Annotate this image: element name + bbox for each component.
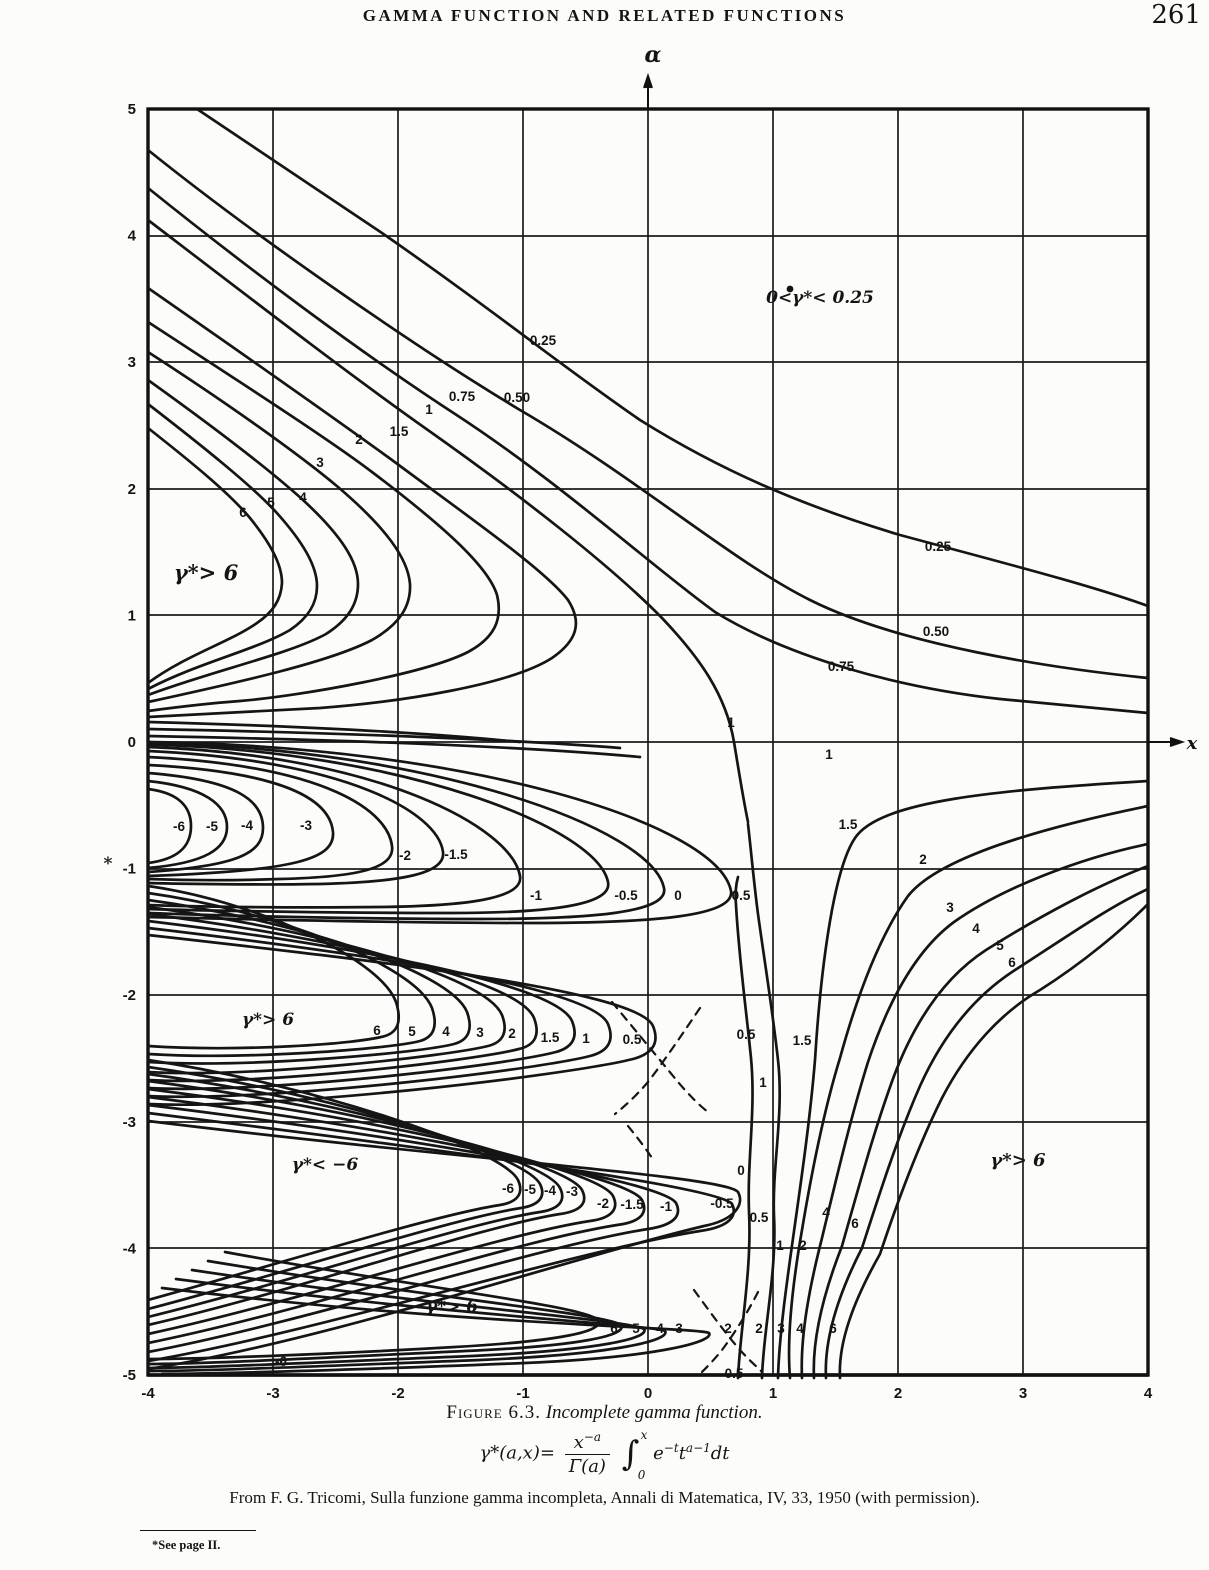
contour-label: -3	[299, 818, 313, 833]
alpha-tick-label: -5	[122, 1367, 136, 1384]
alpha-tick-label: -2	[122, 987, 136, 1005]
contour-label: 3	[946, 900, 954, 915]
contour-label: 6	[851, 1216, 859, 1231]
x-tick-label: -4	[141, 1385, 155, 1400]
contour-label: 0.25	[529, 333, 557, 348]
axis-titles	[645, 42, 1198, 754]
contour-label: 3	[476, 1025, 484, 1040]
contour-label: -0.5	[614, 888, 638, 903]
footnote-rule	[140, 1530, 256, 1531]
alpha-tick-label: -4	[122, 1240, 136, 1258]
source-attribution: From F. G. Tricomi, Sulla funzione gamma incompleta, Annali di Matematica, IV, 33, 1950 (with permission).	[229, 1488, 980, 1507]
contour-label: 0.50	[922, 624, 950, 639]
contour-label: 1	[776, 1238, 784, 1253]
figure-title: Incomplete gamma function.	[545, 1402, 763, 1423]
region-label: γ*> 6	[990, 1150, 1046, 1171]
contour-label: -6	[501, 1181, 515, 1196]
contour-label: 1.5	[540, 1030, 560, 1045]
contour-label: 0.5	[736, 1027, 756, 1042]
contour-label: 6	[610, 1321, 618, 1336]
alpha-tick-label: 1	[127, 607, 136, 625]
x-tick-label: -3	[266, 1385, 280, 1400]
contour-label: 0.50	[503, 390, 531, 405]
region-label: γ*< −6	[291, 1155, 359, 1175]
x-tick-label: -2	[391, 1385, 405, 1400]
x-axis-arrow	[1148, 738, 1182, 746]
contour-label: 0.5	[622, 1032, 642, 1047]
x-tick-label: -1	[516, 1385, 530, 1400]
contour-label: 2	[355, 432, 363, 447]
contour-label: 6	[239, 505, 247, 520]
contour-label: 3	[675, 1321, 683, 1336]
x-tick-label: 0	[643, 1385, 653, 1400]
formula-fraction: $\frac{x^{-a}}{\Gamma(a)}$	[565, 1430, 610, 1477]
figure-caption-block	[0, 1402, 1209, 1482]
axis-title: x	[1186, 733, 1198, 754]
contour-label: 6	[1008, 955, 1016, 970]
contour-label: 1	[759, 1075, 767, 1090]
running-header: GAMMA FUNCTION AND RELATED FUNCTIONS	[362, 6, 847, 25]
contour-label: -1.5	[444, 847, 468, 862]
contour-label: -1	[659, 1199, 673, 1214]
contour-label: 5	[996, 938, 1004, 953]
x-tick-label: 2	[893, 1385, 903, 1400]
contour-label: 5	[408, 1024, 416, 1039]
plot-gridlines	[148, 109, 1148, 1375]
contour-label: -1.5	[620, 1197, 644, 1212]
contour-label: 2	[919, 852, 927, 867]
region-label: γ*> 6	[425, 1297, 479, 1317]
alpha-tick-label: 2	[127, 480, 136, 498]
contour-label: 2	[724, 1321, 732, 1336]
contour-label: 6	[829, 1321, 837, 1336]
contour-label: 3	[316, 455, 324, 470]
alpha-tick-label: 5	[127, 101, 136, 118]
alpha-tick-label: 3	[127, 354, 136, 372]
contour-label: -6	[274, 1354, 288, 1369]
contour-label: -3	[565, 1184, 579, 1199]
contour-label: 0.75	[827, 659, 855, 674]
contour-label: -0.5	[710, 1196, 734, 1211]
contour-label: 4	[442, 1024, 450, 1039]
region-label: 0<γ*< 0.25	[766, 288, 874, 308]
contour-label: -5	[523, 1182, 537, 1197]
contour-label: 4	[299, 490, 307, 505]
contour-label: 5	[632, 1321, 640, 1336]
figure-caption	[0, 1402, 1209, 1424]
contour-label: 1.5	[792, 1033, 812, 1048]
contour-label: 2	[508, 1026, 516, 1041]
contour-label: 0.5	[731, 888, 751, 903]
gamma-star-formula	[0, 1427, 1209, 1482]
axis-title: α	[644, 42, 662, 68]
contour-label: 5	[267, 495, 275, 510]
footnote: *See page II.	[152, 1538, 221, 1552]
contour-label: 1	[582, 1031, 590, 1046]
alpha-tick-label: 0	[127, 734, 136, 751]
contour-label: 1.5	[389, 424, 409, 439]
contour-label: 2	[799, 1238, 807, 1253]
contour-label: 1	[727, 715, 735, 730]
x-tick-label: 3	[1018, 1385, 1028, 1400]
contour-label: 3	[777, 1321, 785, 1336]
contour-label: -1	[529, 888, 543, 903]
alpha-tick-label: 4	[127, 227, 136, 245]
contour-label: -6	[172, 819, 186, 834]
contour-label: 4	[656, 1321, 664, 1336]
contour-label: 1	[425, 402, 433, 417]
contour-label: 0.25	[924, 539, 952, 554]
alpha-axis-arrow	[644, 76, 652, 109]
figure-label: Figure 6.3.	[446, 1402, 541, 1423]
contour-label: 4	[822, 1205, 830, 1220]
alpha-tick-label: -3	[122, 1113, 136, 1131]
contour-label: -5	[205, 819, 219, 834]
region-label: γ*> 6	[173, 560, 239, 585]
contour-label: -4	[543, 1183, 557, 1198]
contour-label: 4	[972, 921, 980, 936]
region-label: *	[103, 854, 113, 874]
contour-label: 0.5	[724, 1366, 744, 1381]
contour-label: 4	[796, 1321, 804, 1336]
contour-label: 6	[373, 1023, 381, 1038]
contour-label: 2	[755, 1321, 763, 1336]
integral-sign: ∫ x 0	[621, 1427, 648, 1482]
x-tick-label: 4	[1143, 1385, 1153, 1400]
contour-label: -2	[398, 848, 412, 863]
contour-label: 1	[825, 747, 833, 762]
contour-label: -4	[240, 818, 254, 833]
contour-label: 0	[674, 888, 682, 903]
integrand: $e^{-t}t^{a-1}dt$	[653, 1440, 730, 1464]
contour-label: 0	[737, 1163, 745, 1178]
contour-label: 0.75	[448, 389, 476, 404]
contour-label: 0.5	[749, 1210, 769, 1225]
contour-label: -2	[596, 1196, 610, 1211]
alpha-tick-label: -1	[122, 860, 136, 878]
contour-label: 1.5	[838, 817, 858, 832]
page-number: 261	[1151, 0, 1201, 30]
region-label: γ*> 6	[241, 1010, 295, 1030]
x-tick-label: 1	[768, 1385, 778, 1400]
formula-lhs: γ*(a,x)=	[479, 1442, 555, 1464]
